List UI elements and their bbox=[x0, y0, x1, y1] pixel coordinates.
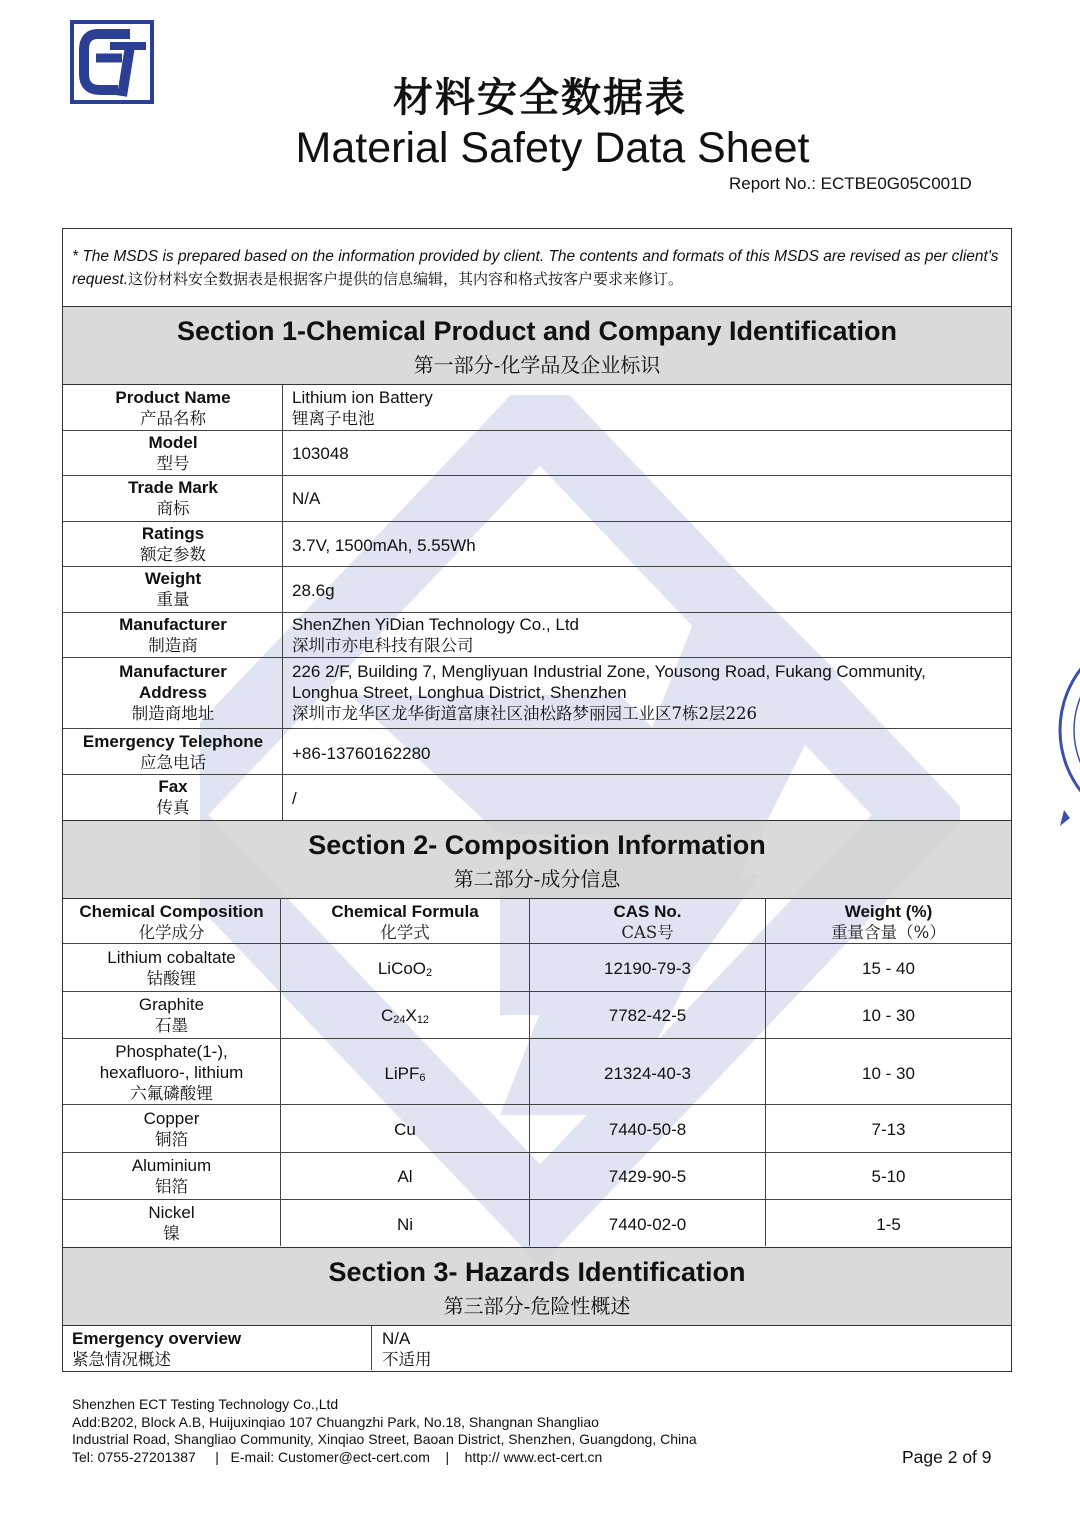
formula-cell: Cu bbox=[394, 1120, 416, 1139]
notice-english: * The MSDS is prepared based on the information provided by client. The contents and formats of this MSDS are revised as per client's request. bbox=[72, 248, 999, 288]
manufacturer-address-label bbox=[63, 661, 283, 724]
row-divider bbox=[63, 1199, 1011, 1200]
cas-cell: 7782-42-5 bbox=[608, 1006, 687, 1025]
table-row-composition bbox=[63, 1041, 280, 1104]
column-header-cas-en: CAS No. bbox=[613, 902, 682, 921]
row-divider bbox=[63, 612, 1011, 613]
formula-cell bbox=[281, 1063, 529, 1089]
section-1-title-cn: 第一部分-化学品及企业标识 bbox=[413, 353, 661, 377]
composition-name-cn: 石墨 bbox=[155, 1016, 188, 1035]
column-header-formula bbox=[281, 901, 529, 943]
formula-text: X bbox=[405, 1006, 417, 1025]
title-english: Material Safety Data Sheet bbox=[295, 124, 810, 172]
address-chinese: 深圳市龙华区龙华街道富康社区油松路梦丽园工业区7栋2层226 bbox=[292, 704, 757, 723]
weight-cell: 5-10 bbox=[871, 1167, 906, 1186]
partial-seal-stamp bbox=[1050, 600, 1080, 840]
title-chinese: 材料安全数据表 bbox=[393, 74, 687, 121]
cas-cell: 12190-79-3 bbox=[604, 959, 691, 978]
row-divider bbox=[63, 991, 1011, 992]
column-header-weight-en: Weight (%) bbox=[844, 902, 933, 921]
footer-company: Shenzhen ECT Testing Technology Co.,Ltd bbox=[72, 1396, 339, 1412]
emergency-overview-label-en: Emergency overview bbox=[72, 1329, 242, 1348]
cas-cell: 7440-02-0 bbox=[608, 1215, 687, 1234]
trade-mark-label-cn: 商标 bbox=[156, 499, 190, 518]
manufacturer-value-cn: 深圳市亦电科技有限公司 bbox=[292, 636, 474, 655]
page-number: Page 2 of 9 bbox=[902, 1447, 992, 1467]
manufacturer-address-label-cn: 制造商地址 bbox=[131, 704, 215, 723]
ratings-label-en: Ratings bbox=[141, 524, 205, 543]
trade-mark-label-en: Trade Mark bbox=[128, 478, 218, 497]
formula-subscript: 24 bbox=[393, 1014, 406, 1026]
product-name-value-cn: 锂离子电池 bbox=[292, 409, 375, 428]
weight-cell: 10 - 30 bbox=[862, 1006, 915, 1025]
fax-label-cn: 传真 bbox=[156, 798, 190, 817]
notice-chinese: 这份材料安全数据表是根据客户提供的信息编辑，其内容和格式按客户要求来修订。 bbox=[128, 270, 684, 288]
emergency-overview-value-en: N/A bbox=[382, 1329, 411, 1348]
emergency-telephone-label-en: Emergency Telephone bbox=[82, 732, 264, 751]
weight-value: 28.6g bbox=[292, 581, 335, 600]
model-label bbox=[63, 432, 283, 474]
formula-cell: Ni bbox=[396, 1215, 414, 1234]
table-row-composition bbox=[63, 1155, 280, 1197]
weight-cell: 1-5 bbox=[876, 1215, 901, 1234]
manufacturer-value-en: ShenZhen YiDian Technology Co., Ltd bbox=[292, 615, 579, 634]
row-divider bbox=[63, 728, 1011, 729]
model-label-en: Model bbox=[148, 433, 198, 452]
row-divider bbox=[63, 475, 1011, 476]
formula-subscript: 6 bbox=[419, 1072, 426, 1084]
manufacturer-label-en: Manufacturer bbox=[119, 615, 227, 634]
column-header-composition bbox=[63, 901, 280, 943]
section-2-header bbox=[63, 820, 1011, 899]
formula-cell: Al bbox=[397, 1167, 413, 1186]
formula-cell bbox=[281, 1005, 529, 1031]
notice-text bbox=[72, 246, 1002, 291]
row-divider bbox=[63, 943, 1011, 944]
weight-label bbox=[63, 568, 283, 610]
composition-name-cn: 铝箔 bbox=[155, 1177, 188, 1196]
section-3-title-cn: 第三部分-危险性概述 bbox=[443, 1294, 631, 1318]
formula-subscript: 12 bbox=[416, 1014, 430, 1026]
model-label-cn: 型号 bbox=[156, 454, 190, 473]
composition-name-cn: 铜箔 bbox=[155, 1130, 188, 1149]
ratings-label bbox=[63, 523, 283, 565]
formula-text: LiPF bbox=[384, 1064, 420, 1083]
ratings-value: 3.7V, 1500mAh, 5.55Wh bbox=[292, 536, 476, 555]
column-header-composition-cn: 化学成分 bbox=[138, 923, 205, 942]
table-row-composition bbox=[63, 1108, 280, 1150]
weight-label-en: Weight bbox=[144, 569, 202, 588]
emergency-overview-value-cn: 不适用 bbox=[382, 1350, 432, 1369]
product-name-label bbox=[63, 387, 283, 429]
weight-label-cn: 重量 bbox=[156, 590, 190, 609]
footer-address-line-1: Add:B202, Block A.B, Huijuxinqiao 107 Chuangzhi Park, No.18, Shangnan Shangliao bbox=[72, 1413, 599, 1430]
fax-value: / bbox=[292, 789, 297, 808]
section-2-title: Section 2- Composition Information bbox=[308, 830, 766, 860]
address-line-2: Longhua Street, Longhua District, Shenzhen bbox=[292, 683, 627, 702]
table-row-composition bbox=[63, 994, 280, 1036]
composition-name-cn: 镍 bbox=[163, 1224, 180, 1243]
composition-name: Aluminium bbox=[131, 1156, 212, 1175]
product-name-value-en: Lithium ion Battery bbox=[292, 388, 433, 407]
table-row-composition bbox=[63, 947, 280, 989]
cas-cell: 7440-50-8 bbox=[608, 1120, 687, 1139]
row-divider bbox=[63, 1038, 1011, 1039]
section-1-header bbox=[63, 306, 1011, 385]
product-name-value bbox=[292, 387, 1002, 429]
section-2-title-cn: 第二部分-成分信息 bbox=[453, 867, 621, 891]
row-divider bbox=[63, 774, 1011, 775]
footer-address-line-2: Industrial Road, Shangliao Community, Xinqiao Street, Baoan District, Shenzhen, Guangdong, China bbox=[72, 1431, 697, 1447]
composition-name-cn: 钴酸锂 bbox=[146, 969, 197, 988]
composition-name-line2: hexafluoro-, lithium bbox=[99, 1063, 244, 1082]
column-header-cas-cn: CAS号 bbox=[621, 923, 674, 942]
product-name-label-cn: 产品名称 bbox=[140, 409, 206, 428]
weight-cell: 7-13 bbox=[871, 1120, 906, 1139]
ratings-label-cn: 额定参数 bbox=[140, 545, 206, 564]
address-line-1: 226 2/F, Building 7, Mengliyuan Industrial Zone, Yousong Road, Fukang Community, bbox=[292, 662, 926, 681]
trade-mark-label bbox=[63, 477, 283, 519]
footer-contact: Tel: 0755-27201387 | E-mail: Customer@ect-cert.com | http:// www.ect-cert.cn bbox=[72, 1448, 603, 1465]
formula-text: C bbox=[380, 1006, 394, 1025]
footer bbox=[72, 1396, 697, 1466]
composition-name: Graphite bbox=[138, 995, 205, 1014]
emergency-overview-value bbox=[382, 1328, 432, 1370]
column-header-weight bbox=[766, 901, 1011, 943]
emergency-overview-label-cn: 紧急情况概述 bbox=[72, 1350, 171, 1369]
emergency-telephone-label bbox=[63, 731, 283, 773]
manufacturer-address-value bbox=[292, 661, 1002, 724]
composition-name-cn: 六氟磷酸锂 bbox=[130, 1084, 213, 1103]
manufacturer-address-label-en2: Address bbox=[138, 683, 208, 702]
section-1-title: Section 1-Chemical Product and Company Identification bbox=[176, 316, 898, 346]
composition-name: Copper bbox=[143, 1109, 200, 1128]
emergency-telephone-value: +86-13760162280 bbox=[292, 744, 431, 763]
section-3-column-divider bbox=[371, 1325, 372, 1370]
table-row-composition bbox=[63, 1202, 280, 1244]
row-divider bbox=[63, 566, 1011, 567]
weight-cell: 10 - 30 bbox=[862, 1064, 915, 1083]
composition-name: Nickel bbox=[148, 1203, 195, 1222]
emergency-telephone-label-cn: 应急电话 bbox=[140, 753, 206, 772]
column-header-weight-cn: 重量含量（%） bbox=[831, 923, 946, 942]
row-divider bbox=[63, 657, 1011, 658]
section-3-header bbox=[63, 1247, 1011, 1326]
manufacturer-address-label-en: Manufacturer bbox=[119, 662, 227, 681]
model-value: 103048 bbox=[292, 444, 349, 463]
row-divider bbox=[63, 521, 1011, 522]
composition-name: Phosphate(1-), bbox=[115, 1042, 228, 1061]
trade-mark-value: N/A bbox=[292, 489, 321, 508]
manufacturer-value bbox=[292, 614, 1002, 656]
weight-cell: 15 - 40 bbox=[862, 959, 915, 978]
emergency-overview-label bbox=[72, 1328, 241, 1370]
row-divider bbox=[63, 430, 1011, 431]
column-header-formula-cn: 化学式 bbox=[380, 923, 430, 942]
column-header-formula-en: Chemical Formula bbox=[331, 902, 479, 921]
fax-label bbox=[63, 776, 283, 818]
section-3-title: Section 3- Hazards Identification bbox=[328, 1257, 746, 1287]
manufacturer-label-cn: 制造商 bbox=[148, 636, 198, 655]
column-header-cas bbox=[530, 901, 765, 943]
manufacturer-label bbox=[63, 614, 283, 656]
row-divider bbox=[63, 1104, 1011, 1105]
formula-text: LiCoO bbox=[377, 959, 427, 978]
cas-cell: 7429-90-5 bbox=[608, 1167, 687, 1186]
composition-name: Lithium cobaltate bbox=[107, 948, 236, 967]
formula-subscript: 2 bbox=[426, 967, 433, 979]
row-divider bbox=[63, 1152, 1011, 1153]
cas-cell: 21324-40-3 bbox=[604, 1064, 691, 1083]
product-name-label-en: Product Name bbox=[115, 388, 231, 407]
fax-label-en: Fax bbox=[158, 777, 188, 796]
formula-cell bbox=[281, 958, 529, 984]
column-header-composition-en: Chemical Composition bbox=[79, 902, 264, 921]
report-number: Report No.: ECTBE0G05C001D bbox=[729, 174, 972, 193]
